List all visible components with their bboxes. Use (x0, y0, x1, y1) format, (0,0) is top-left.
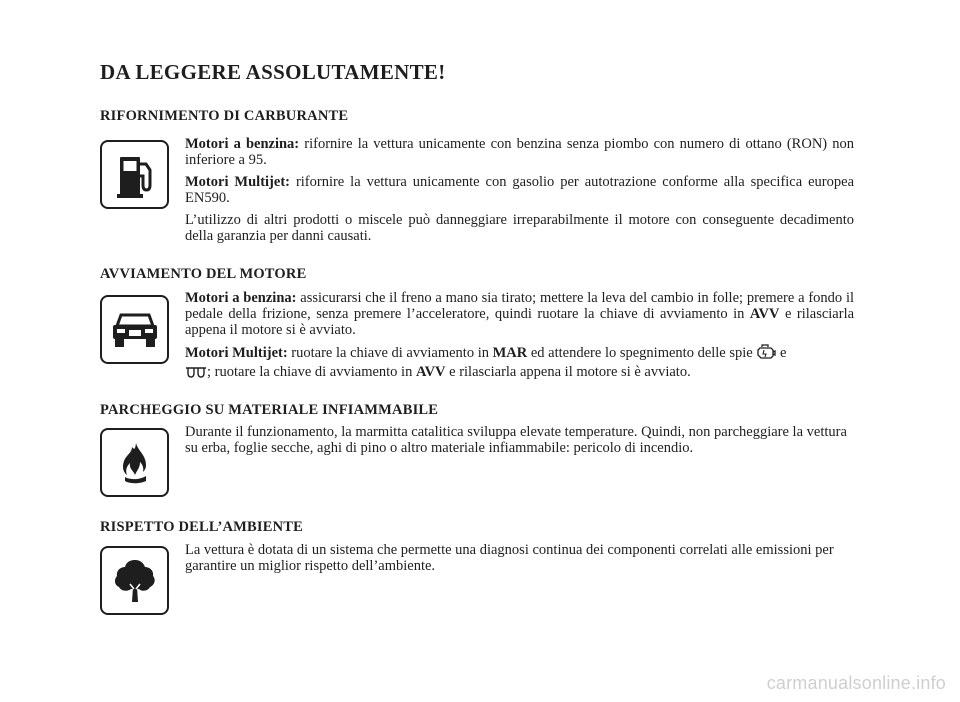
text-multijet-start-d: ; ruotare la chiave di avviamento in (207, 364, 413, 380)
text-multijet-start-e: e rilasciarla appena il motore si è avviato. (449, 364, 691, 380)
key-position-avv: AVV (749, 306, 780, 322)
text-refuel-warning: L’utilizzo di altri prodotti o miscele può danneggiare irreparabilmente il motore con conseguente decadimento della garanzia per danni causati. (185, 212, 854, 244)
section-heading-parking: PARCHEGGIO SU MATERIALE INFIAMMABILE (100, 402, 439, 418)
flame-icon (100, 428, 169, 497)
watermark: carmanualsonline.info (766, 673, 946, 693)
text-multijet-start-a: ruotare la chiave di avviamento in (291, 345, 489, 361)
fuel-pump-icon (100, 140, 169, 209)
warning-light-engine-icon (756, 344, 776, 364)
text-petrol-start-tail: e rilasciarla appena il motore si è avviato. (185, 306, 855, 338)
text-environment: La vettura è dotata di un sistema che permette una diagnosi continua dei componenti correlati alle emissioni per garantire un miglior rispetto dell’ambiente. (185, 542, 834, 574)
key-position-mar: MAR (492, 345, 528, 361)
text-multijet-refuel: rifornire la vettura unicamente con gasolio per autotrazione conforme alla specifica europea EN590. (185, 174, 855, 206)
text-multijet-start-c: e (779, 345, 787, 361)
label-multijet-engines: Motori Multijet: (185, 174, 290, 190)
car-front-icon (100, 295, 169, 364)
label-petrol-engines-start: Motori a benzina: (185, 290, 297, 306)
section-heading-environment: RISPETTO DELL’AMBIENTE (100, 519, 304, 535)
glow-plug-icon (185, 365, 207, 383)
section-body-parking (185, 424, 854, 462)
key-position-avv-multijet: AVV (415, 364, 446, 380)
page-title: DA LEGGERE ASSOLUTAMENTE! (100, 60, 446, 84)
section-body-starting (185, 290, 854, 389)
text-parking-warning: Durante il funzionamento, la marmitta catalitica sviluppa elevate temperature. Quindi, non parcheggiare la vettura su erba, foglie secche, aghi di pino o altro materiale infiammabile: pericolo di incendio. (185, 424, 847, 456)
label-petrol-engines: Motori a benzina: (185, 136, 300, 152)
section-heading-refuelling: RIFORNIMENTO DI CARBURANTE (100, 108, 349, 124)
tree-icon (100, 546, 169, 615)
text-petrol-start: assicurarsi che il freno a mano sia tirato; mettere la leva del cambio in folle; premere a fondo il pedale della frizione, senza premere l’acceleratore, quindi ruotare la chiave di avviamento in (185, 290, 855, 322)
label-multijet-engines-start: Motori Multijet: (185, 345, 288, 361)
text-multijet-start-b: ed attendere lo spegnimento delle spie (530, 345, 753, 361)
text-petrol-refuel: rifornire la vettura unicamente con benzina senza piombo con numero di ottano (RON) non inferiore a 95. (185, 136, 854, 168)
section-body-refuelling (185, 136, 854, 250)
section-body-environment (185, 542, 854, 580)
section-heading-starting: AVVIAMENTO DEL MOTORE (100, 266, 307, 282)
